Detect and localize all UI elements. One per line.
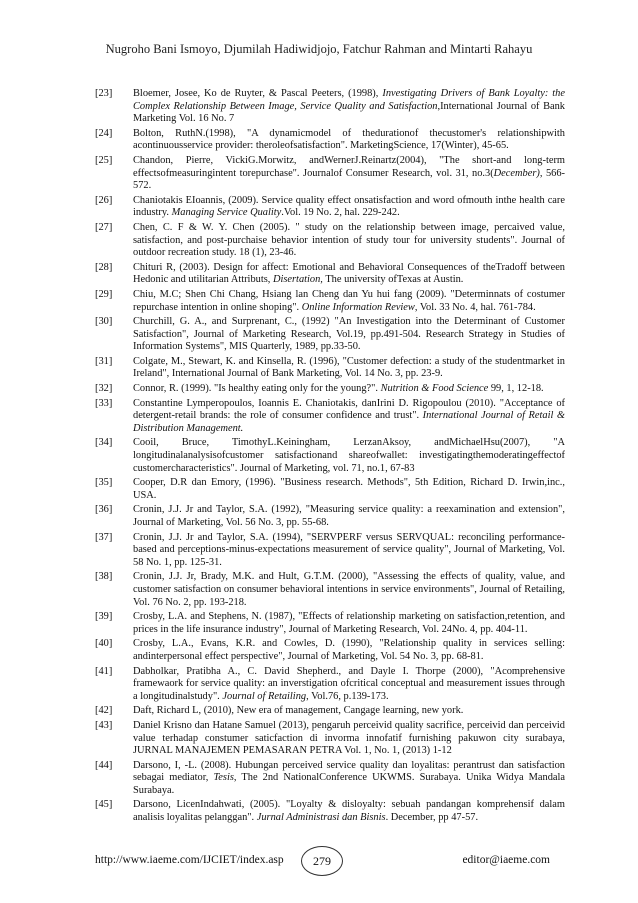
reference-number: [24]: [95, 127, 113, 139]
reference-item: [95, 638, 565, 663]
reference-number: [45]: [95, 799, 113, 811]
reference-item: [95, 316, 565, 354]
reference-italic-segment: Tesis: [213, 772, 234, 784]
reference-item: [95, 705, 565, 718]
reference-number: [37]: [95, 531, 113, 543]
reference-segment: Cronin, J.J. Jr and Taylor, S.A. (1992), "Measuring service quality: a reexamination and extension", Journal of Marketing, Vol. 56 No. 3, pp. 55-68.: [133, 504, 565, 528]
reference-text: [133, 262, 565, 287]
reference-segment: Darsono, LicenIndahwati, (2005). "Loyalty & disloyalty: sebuah pandangan komprehensif dalam analisis loyalitas pelanggan".: [133, 799, 565, 824]
reference-text: [133, 383, 565, 396]
page-footer: [0, 846, 638, 876]
reference-italic-segment: Jurnal Administrasi dan Bisnis: [256, 812, 386, 824]
reference-item: [95, 760, 565, 798]
reference-segment: , Vol.76, p.139-173.: [306, 690, 389, 702]
reference-segment: 99, 1, 12-18.: [488, 383, 544, 395]
reference-segment: Daft, Richard L, (2010), New era of management, Cangage learning, new york.: [133, 705, 464, 717]
reference-italic-segment: Investigating Drivers of Bank Loyalty: the Complex Relationship Between Image, Service Quality and Satisfaction: [133, 88, 565, 112]
reference-number: [29]: [95, 288, 113, 300]
reference-segment: Dabholkar, Pratibha A., C. David Shepherd., and Dayle I. Thorpe (2000), "Acomprehensive framewaork for service quality: an inverstigation ofcritical conceptual and measurement issues through a longitudinalstudy".: [133, 665, 565, 702]
reference-segment: Cronin, J.J. Jr, Brady, M.K. and Hult, G.T.M. (2000), "Assessing the effects of quality, value, and customer satisfaction on consumer behavioral intentions in service environments", Journal of Retailing, Vol. 76 No. 2, pp. 193-218.: [133, 571, 565, 608]
reference-number: [31]: [95, 355, 113, 367]
reference-segment: The university ofTexas at Austin.: [322, 274, 464, 286]
reference-text: [133, 88, 565, 126]
reference-segment: ,International Journal of Bank Marketing Vol. 16 No. 7: [133, 100, 565, 125]
reference-number: [27]: [95, 221, 113, 233]
reference-italic-segment: Disertation,: [272, 274, 323, 286]
reference-text: [133, 504, 565, 529]
reference-segment: Cooil, Bruce, TimothyL.Keiningham, LerzanAksoy, andMichaelHsu(2007), "A longitudinalanalysisofcustomer satisfactionand shareofwallet: investigatingthemoderatingeffectof customercharacteristics". Journal of Marketing, vol. 71, no.1, 67-83: [133, 437, 565, 474]
reference-italic-segment: December),: [493, 167, 543, 179]
reference-number: [28]: [95, 261, 113, 273]
reference-item: [95, 356, 565, 381]
reference-item: [95, 128, 565, 153]
reference-italic-segment: Nutrition & Food Science: [380, 383, 489, 395]
reference-text: [133, 799, 565, 824]
reference-item: [95, 437, 565, 475]
reference-segment: Chen, C. F & W. Y. Chen (2005). " study on the relationship between image, percaived value, satisfaction, and post-purchaise behavior intention of study tour for university students". Journal of outdoor recreation study. 18 (1), 23-46.: [133, 221, 565, 259]
reference-number: [44]: [95, 759, 113, 771]
reference-number: [43]: [95, 719, 113, 731]
reference-item: [95, 720, 565, 758]
reference-list: [95, 88, 565, 827]
reference-text: [133, 155, 565, 193]
reference-number: [42]: [95, 705, 113, 717]
reference-number: [40]: [95, 638, 113, 650]
reference-item: [95, 504, 565, 529]
reference-text: [133, 195, 565, 220]
reference-text: [133, 705, 565, 718]
reference-text: [133, 477, 565, 502]
reference-text: [133, 316, 565, 354]
reference-segment: 566-572.: [133, 167, 565, 192]
reference-item: [95, 383, 565, 396]
reference-italic-segment: International Journal of Retail & Distribution Management.: [133, 410, 565, 434]
editor-email-link[interactable]: editor@iaeme.com: [462, 854, 550, 866]
reference-segment: Cooper, D.R dan Emory, (1996). "Business research. Methods", 5th Edition, Richard D. Irwin,inc., USA.: [133, 477, 565, 501]
reference-segment: Chiu, M.C; Shen Chi Chang, Hsiang lan Cheng dan Yu hui fang (2009). "Determinnats of costumer repurchase intention in online shoping".: [133, 288, 565, 313]
reference-italic-segment: Journal of Retailing: [222, 690, 307, 702]
reference-text: [133, 532, 565, 570]
reference-number: [34]: [95, 437, 113, 449]
reference-number: [30]: [95, 316, 113, 328]
reference-segment: Bolton, RuthN.(1998), "A dynamicmodel of thedurationof thecustomer's relationshipwith acontinuousservice provider: theroleofsatisfaction". MarketingScience, 17(Winter), 45-65.: [133, 127, 565, 152]
reference-text: [133, 398, 565, 436]
reference-item: [95, 155, 565, 193]
reference-segment: Chaniotakis EIoannis, (2009). Service quality effect onsatisfaction and word ofmouth inthe health care industry.: [133, 194, 565, 219]
reference-segment: Daniel Krisno dan Hatane Samuel (2013), pengaruh perceivid quality sacrifice, perceivid dan perceivid value terhadap constumer saticfaction di invorma innofatif furnishing pakuwon city surabaya, JURNAL MANAJEMEN PEMASARAN PETRA Vol. 1, No. 1, (2013) 1-12: [133, 719, 565, 757]
reference-number: [35]: [95, 477, 113, 489]
running-header: Nugroho Bani Ismoyo, Djumilah Hadiwidjojo, Fatchur Rahman and Mintarti Rahayu: [105, 42, 533, 56]
reference-segment: . December, pp 47-57.: [385, 812, 479, 824]
reference-segment: , The 2nd NationalConference UKWMS. Surabaya. Unika Widya Mandala Surabaya.: [133, 772, 565, 796]
reference-segment: Chituri R, (2003). Design for affect: Emotional and Behavioral Consequences of theTradoff between Hedonic and utilitarian Attributs,: [133, 261, 565, 286]
journal-url-link[interactable]: http://www.iaeme.com/IJCIET/index.asp: [95, 854, 284, 866]
reference-item: [95, 666, 565, 704]
reference-segment: Darsono, I, -L. (2008). Hubungan perceived service quality dan loyalitas: perantrust dan satisfaction sebagai mediator,: [133, 759, 565, 784]
reference-number: [32]: [95, 383, 113, 395]
reference-segment: Chandon, Pierre, VickiG.Morwitz, andWernerJ.Reinartz(2004), "The short-and long-term effectsofmeasuringintent torepurchase". Journalof Consumer Research, vol. 31, no.3(: [133, 154, 565, 179]
reference-item: [95, 398, 565, 436]
reference-number: [23]: [95, 88, 113, 99]
reference-item: [95, 195, 565, 220]
reference-segment: .Vol. 19 No. 2, hal. 229-242.: [281, 207, 400, 219]
reference-item: [95, 611, 565, 636]
reference-item: [95, 262, 565, 287]
reference-text: [133, 720, 565, 758]
reference-segment: Constantine Lymperopoulos, Ioannis E. Chaniotakis, danIrini D. Rigopoulou (2010). "Acceptance of detergent-retail brands: the role of consumer confidence and trust".: [133, 397, 565, 422]
reference-text: [133, 437, 565, 475]
reference-text: [133, 289, 565, 314]
reference-segment: Crosby, L.A. and Stephens, N. (1987), "Effects of relationship marketing on satisfaction,retention, and prices in the life insurance industry", Journal of Marketing Research, Vol. 24No. 4, pp. 404-11.: [133, 611, 565, 635]
reference-number: [38]: [95, 571, 113, 583]
reference-segment: Cronin, J.J. Jr and Taylor, S.A. (1994), "SERVPERF versus SERVQUAL: reconciling performance-based and perceptions-minus-expectations measurement of service quality", Journal of Marketing, Vol. 58 No. 1, pp. 125-31.: [133, 531, 565, 568]
reference-item: [95, 571, 565, 609]
reference-segment: Bloemer, Josee, Ko de Ruyter, & Pascal Peeters, (1998),: [133, 88, 383, 99]
reference-text: [133, 222, 565, 260]
reference-italic-segment: Managing Service Quality: [171, 207, 282, 219]
reference-segment: Crosby, L.A., Evans, K.R. and Cowles, D. (1990), "Relationship quality in services selling: andinterpersonal effect perspective", Journal of Marketing, Vol. 54 No. 3, pp. 68-81.: [133, 638, 565, 662]
reference-number: [26]: [95, 194, 113, 206]
reference-item: [95, 799, 565, 824]
reference-item: [95, 477, 565, 502]
reference-segment: Connor, R. (1999). "Is healthy eating only for the young?".: [133, 383, 381, 395]
reference-number: [25]: [95, 154, 113, 166]
reference-text: [133, 571, 565, 609]
reference-text: [133, 638, 565, 663]
reference-text: [133, 666, 565, 704]
reference-segment: Colgate, M., Stewart, K. and Kinsella, R. (1996), "Customer defection: a study of the studentmarket in Ireland", International Journal of Bank Marketing, Vol. 14 No. 3, pp. 23-9.: [133, 355, 565, 380]
page-number: 279: [301, 846, 343, 876]
reference-segment: Churchill, G. A., and Surprenant, C., (1992) "An Investigation into the Determinant of Customer Satisfaction", Journal of Marketing Research, Vol.19, pp.491-504. Research Strategy in Studies of Information Systems", MIS Quarterly, 1989, pp.33-50.: [133, 316, 565, 353]
reference-text: [133, 356, 565, 381]
reference-item: [95, 532, 565, 570]
reference-text: [133, 128, 565, 153]
reference-number: [39]: [95, 611, 113, 623]
reference-segment: , Vol. 33 No. 4, hal. 761-784.: [414, 301, 536, 313]
reference-number: [41]: [95, 665, 113, 677]
reference-text: [133, 611, 565, 636]
reference-item: [95, 88, 565, 126]
reference-item: [95, 289, 565, 314]
reference-text: [133, 760, 565, 798]
reference-number: [33]: [95, 397, 113, 409]
reference-italic-segment: Online Information Review: [301, 301, 415, 313]
reference-number: [36]: [95, 504, 113, 516]
reference-item: [95, 222, 565, 260]
